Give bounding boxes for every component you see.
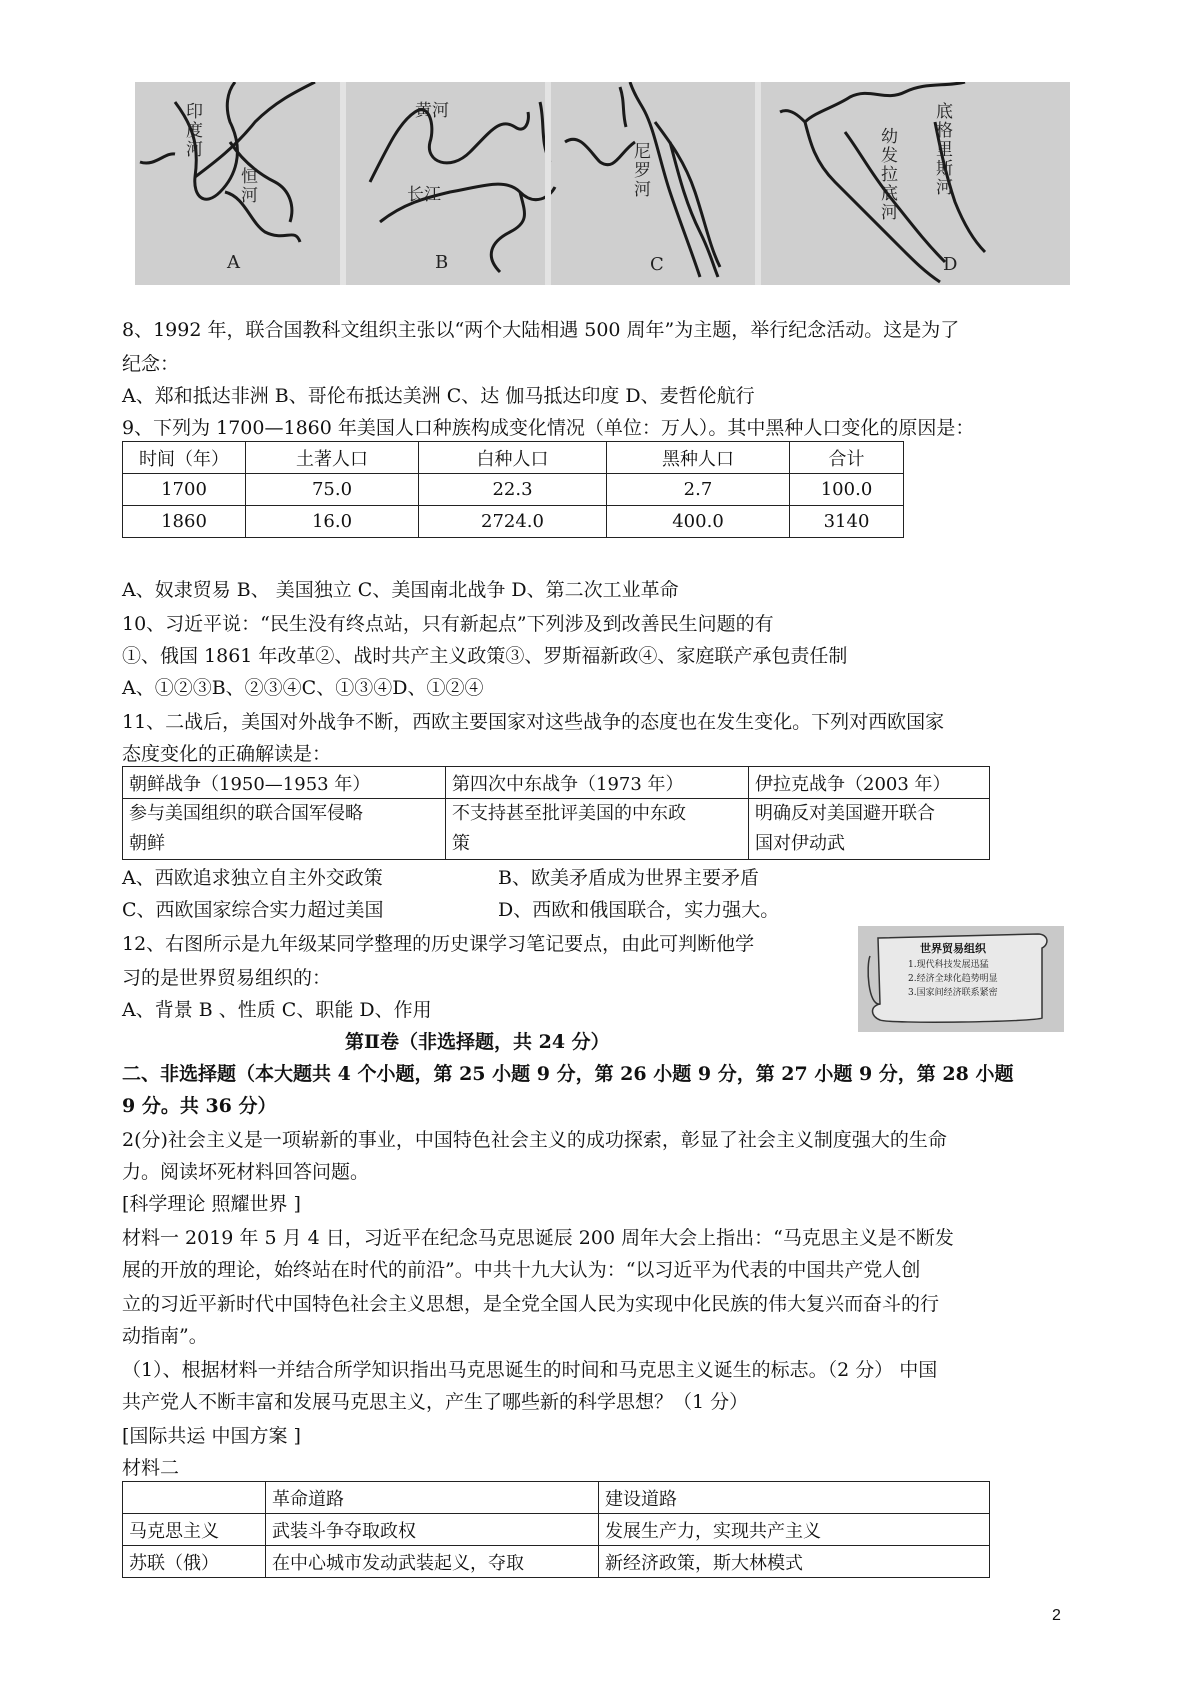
table-header-row [123,767,990,799]
table-header-row [123,1482,990,1514]
river-label-huanghe: 黄河 [415,101,449,121]
table-cell: 2.7 [607,474,790,506]
table-cell: 2724.0 [419,506,607,538]
table-cell: 武装斗争夺取政权 [266,1514,599,1546]
cell-line: 不支持甚至批评美国的中东政 [452,803,686,824]
table-cell: 苏联（俄） [123,1546,266,1578]
scroll-title: 世界贸易组织 [920,942,986,955]
map-divider [755,82,761,285]
q11-stem-line2: 态度变化的正确解读是： [122,743,332,765]
table-row [123,474,904,506]
part2-heading-line1: 二、非选择题（本大题共 4 个小题，第 25 小题 9 分，第 26 小题 9 分，第 27 小题 9 分，第 28 小题 [122,1063,1014,1085]
table-header-cell: 时间（年） [123,442,246,474]
scroll-item: 2.经济全球化趋势明显 [908,974,998,984]
q8-options: A、郑和抵达非洲 B、哥伦布抵达美洲 C、达 伽马抵达印度 D、麦哲伦航行 [122,385,755,407]
table-cell: 3140 [790,506,904,538]
table-cell: 100.0 [790,474,904,506]
table-row [123,1514,990,1546]
table-cell: 新经济政策，斯大林模式 [599,1546,990,1578]
q9-population-table [122,441,904,538]
table-cell [446,799,749,860]
q25-material1-line1: 材料一 2019 年 5 月 4 日，习近平在纪念马克思诞辰 200 周年大会上指出：“马克思主义是不断发 [122,1227,954,1249]
table-cell: 1700 [123,474,246,506]
table-header-cell: 合计 [790,442,904,474]
table-row [123,799,990,860]
table-header-cell: 朝鲜战争（1950—1953 年） [123,767,446,799]
q25-question1-line2: 共产党人不断丰富和发展马克思主义，产生了哪些新的科学思想？（1 分） [122,1391,749,1413]
table-cell [749,799,990,860]
table-cell: 400.0 [607,506,790,538]
q25-question1-line1: （1）、根据材料一并结合所学知识指出马克思诞生的时间和马克思主义诞生的标志。（2 分） 中国 [122,1359,938,1381]
part2-title: 第Ⅱ卷（非选择题，共 24 分） [345,1031,610,1053]
map-divider [545,82,551,285]
river-label-nile: 尼罗河 [630,142,650,199]
table-header-cell [123,1482,266,1514]
q25-material1-line2: 展的开放的理论，始终站在时代的前沿”。中共十九大认为：“以习近平为代表的中国共产党人创 [122,1259,921,1281]
river-maps-figure [135,82,1070,285]
q25-section2: [国际共运 中国方案 ] [122,1425,301,1447]
q10-items: ①、俄国 1861 年改革②、战时共产主义政策③、罗斯福新政④、家庭联产承包责任制 [122,645,848,667]
table-cell: 马克思主义 [123,1514,266,1546]
q11-war-attitude-table [122,766,990,860]
q10-stem: 10、习近平说：“民生没有终点站，只有新起点”下列涉及到改善民生问题的有 [122,613,774,635]
q11-stem-line1: 11、二战后，美国对外战争不断，西欧主要国家对这些战争的态度也在发生变化。下列对西欧国家 [122,711,945,733]
map-label-c: C [650,254,664,275]
cell-line: 明确反对美国避开联合 [755,803,935,824]
river-label-changjiang: 长江 [407,185,441,205]
map-label-d: D [943,254,958,275]
q9-options: A、奴隶贸易 B、 美国独立 C、美国南北战争 D、第二次工业革命 [122,579,679,601]
cell-line: 参与美国组织的联合国军侵略 [129,803,363,824]
table-row [123,1546,990,1578]
table-header-cell: 革命道路 [266,1482,599,1514]
cell-line: 朝鲜 [129,833,165,854]
q25-material1-line3: 立的习近平新时代中国特色社会主义思想，是全党全国人民为实现中化民族的伟大复兴而奋斗的行 [122,1293,940,1315]
table-header-cell: 建设道路 [599,1482,990,1514]
q9-stem: 9、下列为 1700—1860 年美国人口种族构成变化情况（单位：万人）。其中黑种人口变化的原因是： [122,417,975,439]
scroll-item: 3.国家间经济联系紧密 [908,988,998,998]
q11-option-b: B、欧美矛盾成为世界主要矛盾 [498,867,759,889]
q25-intro-line1: 2(分)社会主义是一项崭新的事业，中国特色社会主义的成功探索，彰显了社会主义制度强大的生命 [122,1129,947,1151]
river-label-ganges: 恒河 [237,167,257,205]
table-cell: 在中心城市发动武装起义，夺取 [266,1546,599,1578]
table-cell: 22.3 [419,474,607,506]
cell-line: 国对伊动武 [755,833,845,854]
part2-heading-line2: 9 分。共 36 分） [122,1095,277,1117]
q10-options: A、①②③B、②③④C、①③④D、①②④ [122,677,484,699]
q25-intro-line2: 力。阅读坏死材料回答问题。 [122,1161,370,1183]
q11-option-c: C、西欧国家综合实力超过美国 [122,899,384,921]
q25-material1-line4: 动指南”。 [122,1325,208,1347]
table-cell [123,799,446,860]
table-header-cell: 白种人口 [419,442,607,474]
river-label-indus: 印度河 [182,102,202,159]
table-cell: 1860 [123,506,246,538]
q11-option-a: A、西欧追求独立自主外交政策 [122,867,383,889]
table-cell: 75.0 [246,474,419,506]
table-header-cell: 第四次中东战争（1973 年） [446,767,749,799]
q25-section1: [科学理论 照耀世界 ] [122,1193,301,1215]
table-header-cell: 土著人口 [246,442,419,474]
wto-notes-figure [858,926,1064,1032]
river-label-euphrates: 幼发拉底河 [877,127,897,222]
cell-line: 策 [452,833,470,854]
table-row [123,506,904,538]
table-cell: 16.0 [246,506,419,538]
q12-options: A、背景 B 、性质 C、职能 D、作用 [122,999,432,1021]
map-label-b: B [435,252,449,273]
table-header-row [123,442,904,474]
map-divider [340,82,346,285]
table-cell: 发展生产力，实现共产主义 [599,1514,990,1546]
table-header-cell: 黑种人口 [607,442,790,474]
q8-stem-line2: 纪念： [122,353,180,375]
page-number: 2 [1052,1607,1061,1624]
river-label-tigris: 底格里斯河 [932,102,952,197]
scroll-items [908,958,998,1000]
q12-stem-line1: 12、右图所示是九年级某同学整理的历史课学习笔记要点，由此可判断他学 [122,933,755,955]
table-header-cell: 伊拉克战争（2003 年） [749,767,990,799]
map-label-a: A [227,252,240,273]
q12-stem-line2: 习的是世界贸易组织的： [122,967,332,989]
q25-roads-table [122,1481,990,1578]
q25-material2-label: 材料二 [122,1457,180,1479]
scroll-item: 1.现代科技发展迅猛 [908,960,989,970]
q11-option-d: D、西欧和俄国联合，实力强大。 [498,899,780,921]
q8-stem-line1: 8、1992 年，联合国教科文组织主张以“两个大陆相遇 500 周年”为主题，举行纪念活动。这是为了 [122,319,960,341]
